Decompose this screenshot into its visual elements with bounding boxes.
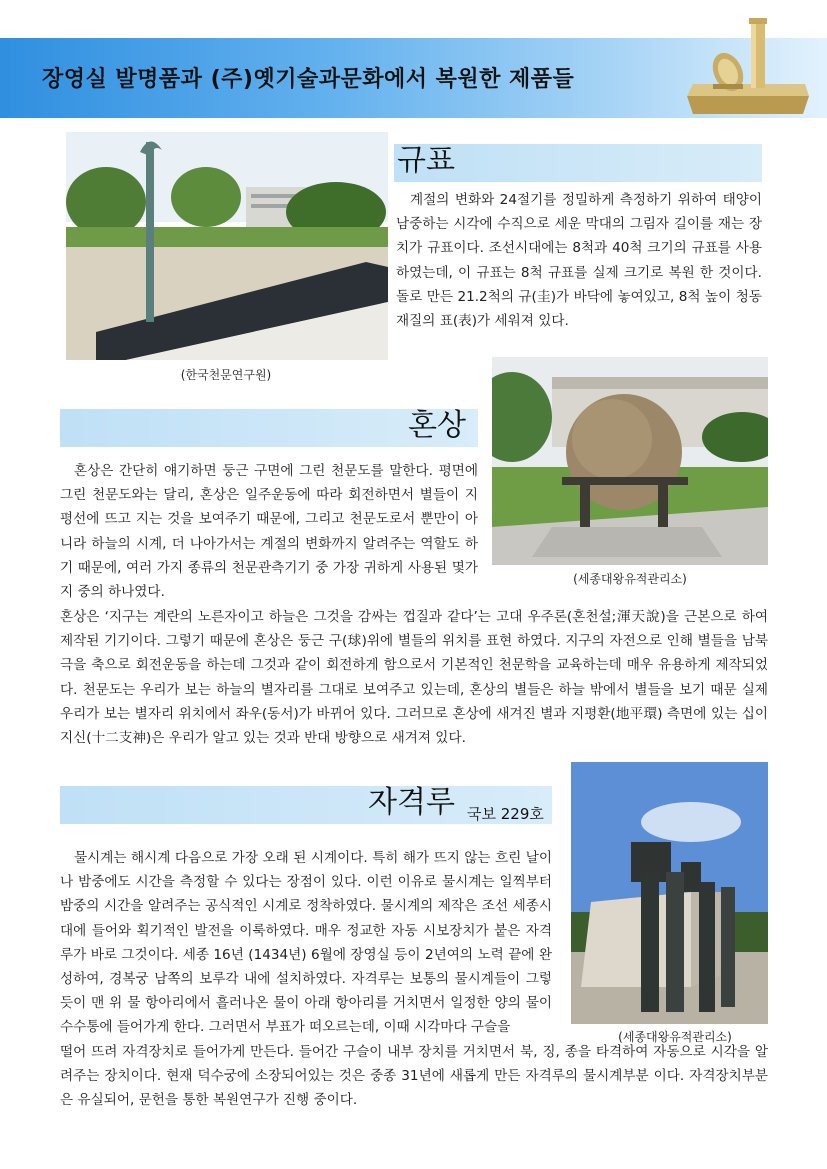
jagyeokru-photo — [571, 762, 768, 1024]
jagyeokru-title: 자격루 — [368, 785, 455, 820]
jagyeokru-description-1: 물시계는 해시계 다음으로 가장 오래 된 시계이다. 특히 해가 뜨지 않는 흐린 날이나 밤중에도 시간을 측정할 수 있다는 장점이 있다. 이런 이유로 물시계는 일찍부터 밤중의 시간을 알려주는 공식적인 시계로 정착하였다. 물시계의 제작은 조선 세종시대에 들어와 획기적인 발전을 이룩하였다. 매우 정교한 자동 시보장치가 붙은 자격루가 바로 그것이다. 세종 16년 (1434년) 6월에 장영실 등이 2년여의 노력 끝에 완성하여, 경복궁 남쪽의 보루각 내에 설치하였다. 자격루는 보통의 물시계들이 그렇듯이 맨 위 물 항아리에서 흘러나온 물이 아래 항아리를 거치면서 일정한 양의 물이 수수통에 들어가게 한다. 그러면서 부표가 떠오르는데, 이때 시각마다 구슬을 — [60, 850, 552, 1036]
honsang-title: 혼상 — [408, 408, 466, 443]
gyupyo-caption: (한국천문연구원) — [180, 368, 272, 382]
honsang-photo — [492, 357, 768, 565]
gyupyo-title: 규표 — [397, 143, 455, 178]
honsang-description-2: 혼상은 ‘지구는 계란의 노른자이고 하늘은 그것을 감싸는 껍질과 같다’는 고대 우주론(혼천설;渾天說)을 근본으로 하여 제작된 기기이다. 그렇기 때문에 혼상은 둥근 구(球)위에 별들의 위치를 표현 하였다. 지구의 자전으로 인해 별들을 남북극을 축으로 회전운동을 하는데 그것과 같이 회전하게 함으로서 기본적인 천문학을 교육하는데 매우 유용하게 제작되었다. 천문도는 우리가 보는 하늘의 별자리를 그대로 보여주고 있는데, 혼상의 별들은 하늘 밖에서 별들을 보기 때문 실제 우리가 보는 별자리 위치에서 좌우(동서)가 바뀌어 있다. 그러므로 혼상에 새겨진 별과 지평환(地平環) 측면에 있는 십이지신(十二支神)은 우리가 알고 있는 것과 반대 방향으로 새겨져 있다. — [60, 609, 768, 747]
gyupyo-description: 계절의 변화와 24절기를 정밀하게 측정하기 위하여 태양이 남중하는 시각에 수직으로 세운 막대의 그림자 길이를 재는 장치가 규표이다. 조선시대에는 8척과 40척 크기의 규표를 사용하였는데, 이 규표는 8척 규표를 실제 크기로 복원 한 것이다. 돌로 만든 21.2척의 규(圭)가 바닥에 놓여있고, 8척 높이 청동 재질의 표(表)가 세워져 있다. — [396, 192, 762, 330]
jagyeokru-description-2: 떨어 뜨려 자격장치로 들어가게 만든다. 들어간 구슬이 내부 장치를 거치면서 북, 징, 종을 타격하여 자동으로 시각을 알려주는 장치이다. 현재 덕수궁에 소장되어있는 것은 중종 31년에 새롭게 만든 자격루의 물시계부분 이다. 자격장치부분은 유실되어, 문헌을 통한 복원연구가 진행 중이다. — [60, 1044, 768, 1109]
honsang-description-1: 혼상은 간단히 얘기하면 둥근 구면에 그린 천문도를 말한다. 평면에 그린 천문도와는 달리, 혼상은 일주운동에 따라 회전하면서 별들이 지평선에 뜨고 지는 것을 보여주기 때문에, 그리고 천문도로서 뿐만이 아니라 하늘의 시계, 더 나아가서는 계절의 변화까지 알려주는 역할도 하기 때문에, 여러 가지 종류의 천문관측기기 중 가장 귀하게 사용된 몇가지 중의 하나였다. — [60, 463, 478, 601]
jagyeokru-subtitle: 국보 229호 — [467, 805, 544, 823]
gyupyo-photo — [66, 132, 388, 360]
jagyeokru-caption: (세종대왕유적관리소) — [618, 1030, 732, 1044]
honsang-caption: (세종대왕유적관리소) — [573, 572, 687, 586]
page-title: 장영실 발명품과 (주)옛기술과문화에서 복원한 제품들 — [42, 67, 575, 92]
sundial-product-image — [683, 14, 813, 122]
